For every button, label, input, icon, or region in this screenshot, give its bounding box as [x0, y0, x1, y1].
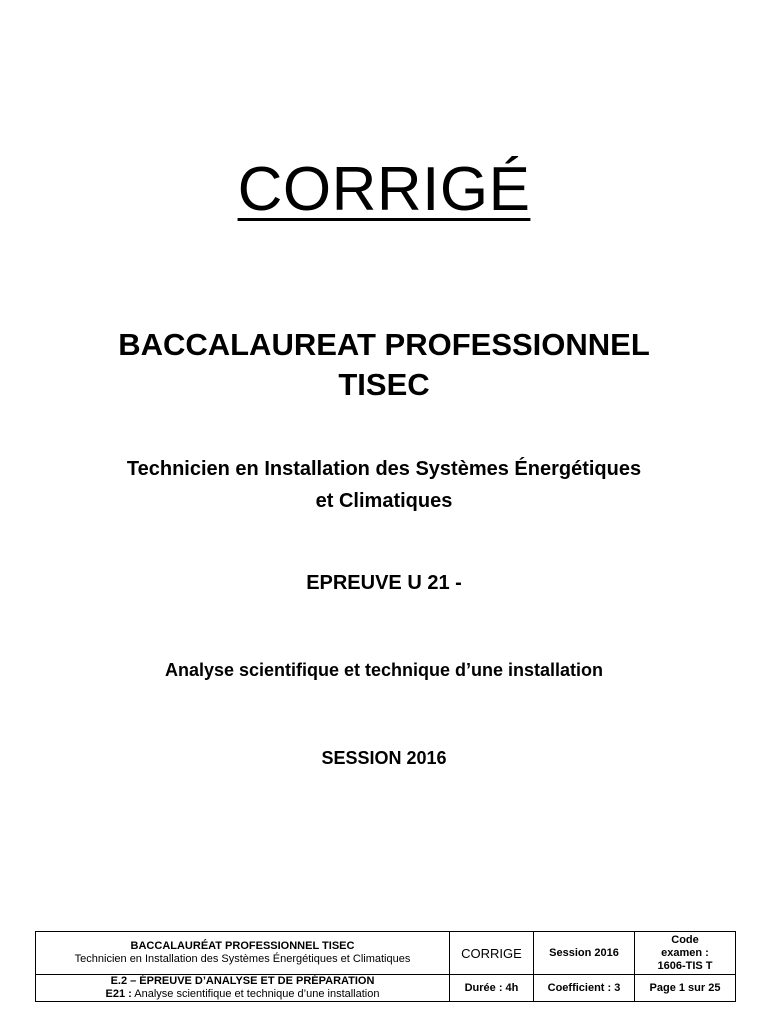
footer-unit-code: E21 : [105, 988, 132, 1000]
session-heading: SESSION 2016 [321, 748, 447, 768]
footer-page: Page 1 sur 25 [635, 975, 736, 1002]
footer-duree: Durée : 4h [450, 975, 534, 1002]
footer-coefficient: Coefficient : 3 [534, 975, 635, 1002]
footer-epreuve-cell [36, 975, 450, 1002]
footer-code-line3: 1606-TIS T [657, 959, 713, 972]
diploma-line1: BACCALAUREAT PROFESSIONNEL [118, 327, 650, 362]
epreuve-heading: EPREUVE U 21 - [306, 572, 462, 594]
footer-specialty: Technicien en Installation des Systèmes Énergétiques et Climatiques [74, 953, 411, 965]
footer-session: Session 2016 [534, 932, 635, 975]
footer-code-line2: examen : [661, 946, 709, 959]
diploma-line2: TISEC [338, 367, 430, 402]
footer-row-1 [36, 932, 736, 975]
subject-heading: Analyse scientifique et technique d’une installation [164, 660, 604, 680]
diploma-heading [0, 325, 768, 405]
footer-epreuve: E.2 – ÉPREUVE D’ANALYSE ET DE PRÉPARATION [110, 975, 375, 987]
footer-table [35, 931, 736, 1002]
footer-unit-name: Analyse scientifique et technique d’une installation [134, 988, 380, 1000]
footer-code-line1: Code [671, 933, 699, 946]
specialty-heading [0, 453, 768, 517]
specialty-line2: et Climatiques [315, 490, 453, 512]
footer-diploma: BACCALAURÉAT PROFESSIONNEL TISEC [130, 940, 355, 952]
footer-code-cell [635, 932, 736, 975]
page-title: CORRIGÉ [237, 155, 531, 224]
footer-row-2 [36, 975, 736, 1002]
specialty-line1: Technicien en Installation des Systèmes Énergétiques [126, 458, 642, 480]
footer-corrige: CORRIGE [450, 932, 534, 975]
footer-diploma-cell [36, 932, 450, 975]
footer-unit [36, 988, 449, 1001]
